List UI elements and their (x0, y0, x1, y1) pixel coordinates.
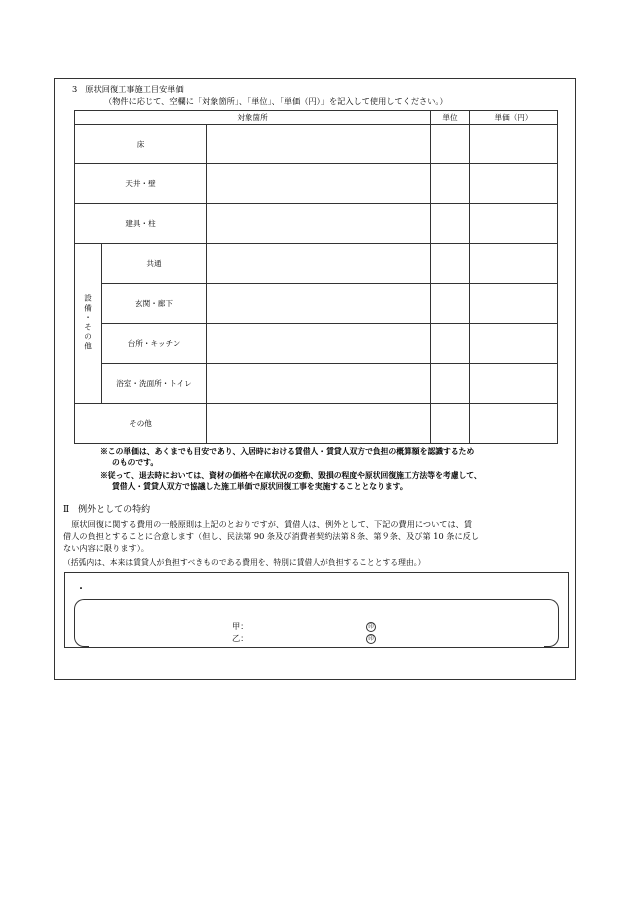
row-label-floor: 床 (75, 125, 207, 164)
table-row (75, 204, 558, 244)
note2-line2: 賃借人・賃貸人双方で協議した施工単価で原状回復工事を実施することとなります。 (112, 482, 408, 491)
special-terms-bullet: ・ (76, 584, 86, 595)
unit-price-table (74, 110, 558, 444)
header-unit: 単位 (431, 111, 470, 125)
table-row (75, 164, 558, 204)
unit-cell[interactable] (431, 125, 470, 164)
price-cell[interactable] (470, 204, 558, 244)
target-cell[interactable] (207, 404, 431, 444)
price-cell[interactable] (470, 404, 558, 444)
note1-line1: ※この単価は、あくまでも目安であり、入居時における賃借人・賃貸人双方で負担の概算額を認識するため (100, 447, 475, 456)
party-a-label: 甲： (232, 621, 249, 631)
unit-cell[interactable] (431, 204, 470, 244)
section2-title: Ⅱ 例外としての特約 (63, 505, 151, 515)
target-cell[interactable] (207, 284, 431, 324)
table-row (75, 125, 558, 164)
section2-body-line1: 原状回復に関する費用の一般原則は上記のとおりですが、賃借人は、例外として、下記の費用については、賃 (63, 519, 473, 529)
row-label-bath-toilet: 浴室・洗面所・トイレ (102, 364, 207, 404)
row-label-common: 共通 (102, 244, 207, 284)
facilities-group-label: 設備・その他 (83, 293, 93, 352)
table-row (75, 244, 558, 284)
party-b-seal (366, 632, 376, 644)
row-label-entrance-hall: 玄関・廊下 (102, 284, 207, 324)
price-cell[interactable] (470, 364, 558, 404)
party-a-seal (366, 620, 376, 632)
price-cell[interactable] (470, 324, 558, 364)
special-terms-box[interactable] (64, 572, 569, 648)
price-cell[interactable] (470, 284, 558, 324)
target-cell[interactable] (207, 364, 431, 404)
target-cell[interactable] (207, 324, 431, 364)
target-cell[interactable] (207, 125, 431, 164)
section2-note: （括弧内は、本来は賃貸人が負担すべきものである費用を、特別に賃借人が負担することとする理由。） (63, 558, 426, 567)
special-terms-divider (88, 599, 544, 600)
price-cell[interactable] (470, 125, 558, 164)
section2-body-line2: 借人の負担とすることに合意します（但し、民法第 90 条及び消費者契約法第８条、第９条、及び第 10 条に反し (63, 531, 480, 541)
row-label-fittings-pillar: 建具・柱 (75, 204, 207, 244)
party-b-label: 乙： (232, 633, 249, 643)
unit-cell[interactable] (431, 324, 470, 364)
unit-cell[interactable] (431, 244, 470, 284)
target-cell[interactable] (207, 204, 431, 244)
section2-body-line3: ない内容に限ります）。 (63, 543, 149, 553)
seal-icon: 印 (366, 622, 376, 632)
seal-icon: 印 (366, 634, 376, 644)
left-bracket-icon (74, 599, 89, 647)
unit-cell[interactable] (431, 164, 470, 204)
table-row (75, 284, 558, 324)
note2-line1: ※従って、退去時においては、資材の価格や在庫状況の変動、毀損の程度や原状回復施工方法等を考慮して、 (100, 471, 482, 480)
table-header-row (75, 111, 558, 125)
header-target: 対象箇所 (75, 111, 431, 125)
row-label-kitchen: 台所・キッチン (102, 324, 207, 364)
right-bracket-icon (544, 599, 559, 647)
section3-title: 3 原状回復工事施工目安単価 (72, 84, 184, 94)
target-cell[interactable] (207, 244, 431, 284)
row-group-facilities (75, 244, 102, 404)
table-row (75, 324, 558, 364)
price-cell[interactable] (470, 244, 558, 284)
unit-cell[interactable] (431, 364, 470, 404)
unit-cell[interactable] (431, 284, 470, 324)
row-label-ceiling-wall: 天井・壁 (75, 164, 207, 204)
price-cell[interactable] (470, 164, 558, 204)
table-row (75, 364, 558, 404)
target-cell[interactable] (207, 164, 431, 204)
note1-line2: のものです。 (112, 458, 159, 467)
table-row (75, 404, 558, 444)
header-price: 単価（円） (470, 111, 558, 125)
row-label-others: その他 (75, 404, 207, 444)
unit-cell[interactable] (431, 404, 470, 444)
section3-instruction: （物件に応じて、空欄に「対象箇所」、「単位」、「単価（円）」を記入して使用してください。） (104, 96, 448, 106)
